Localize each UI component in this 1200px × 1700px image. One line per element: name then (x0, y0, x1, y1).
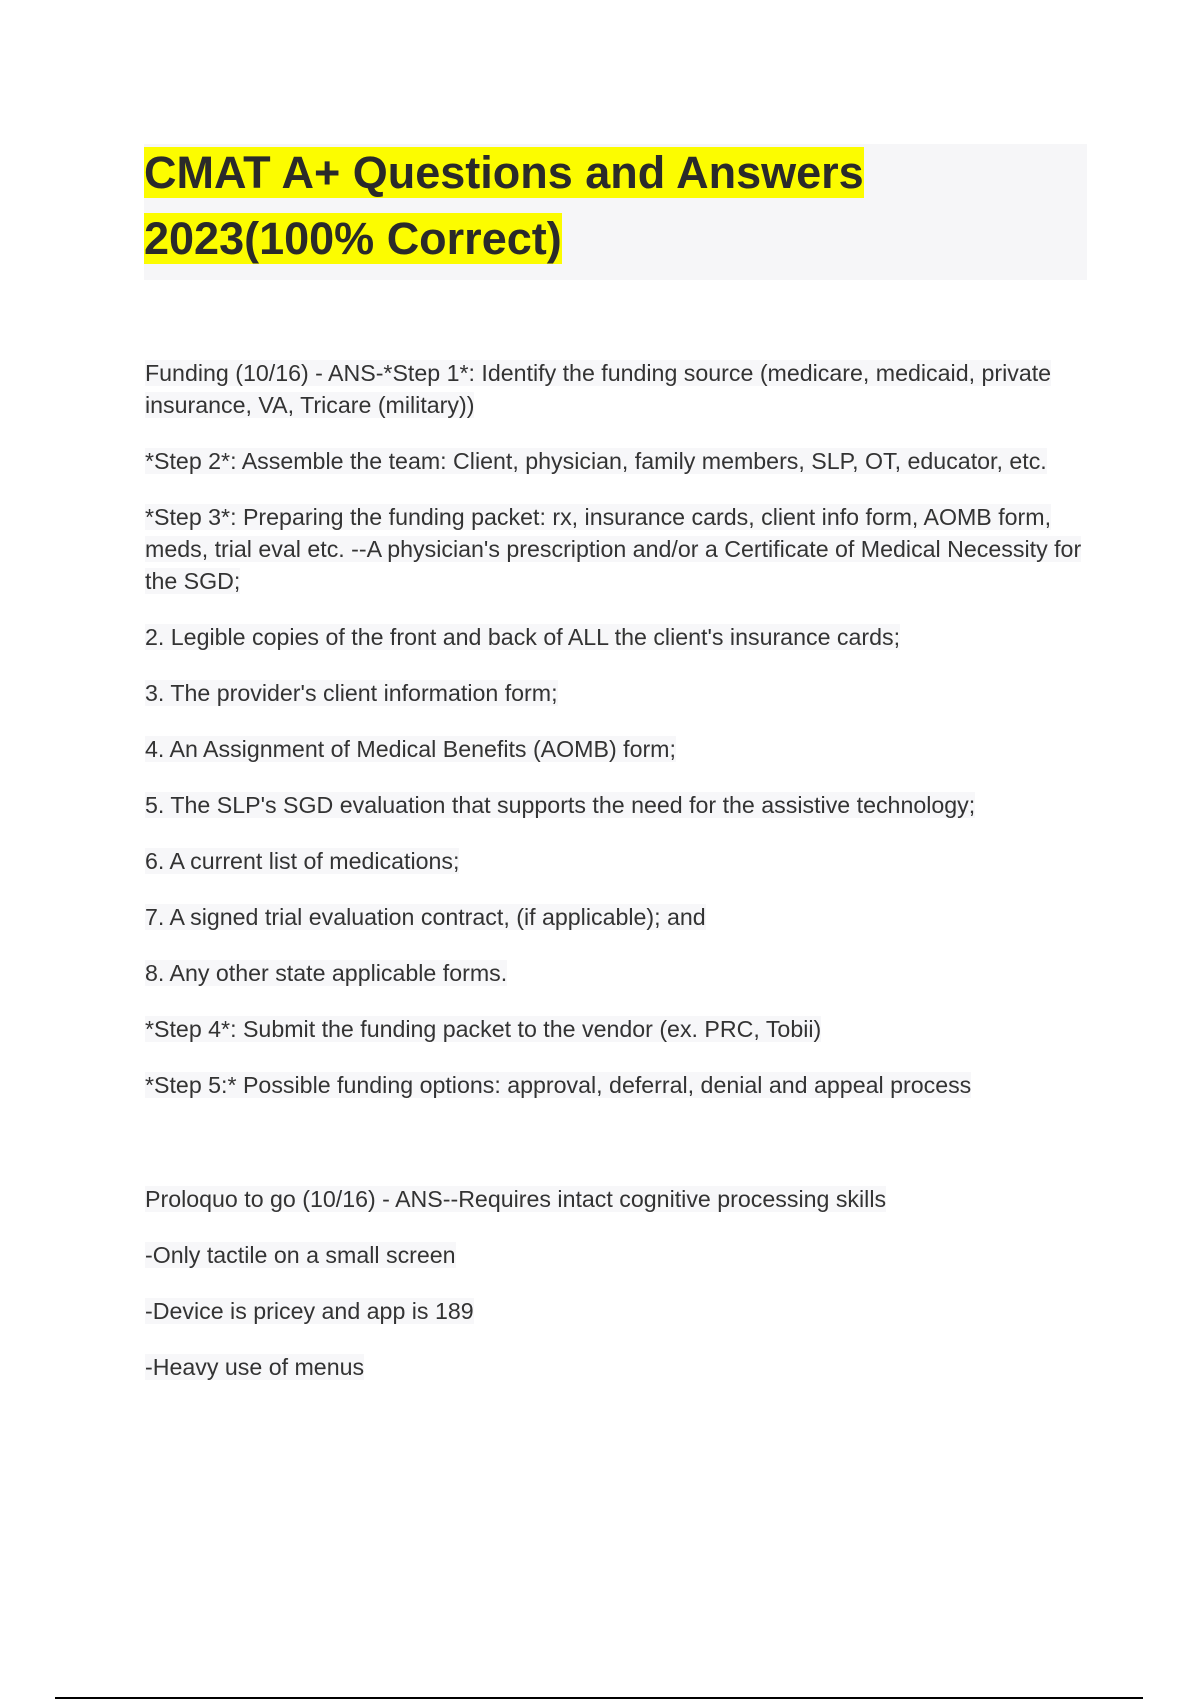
paragraph: 3. The provider's client information form; (145, 680, 558, 706)
document-body (145, 357, 1090, 1407)
paragraph: *Step 4*: Submit the funding packet to the vendor (ex. PRC, Tobii) (145, 1016, 822, 1042)
paragraph: 5. The SLP's SGD evaluation that supports the need for the assistive technology; (145, 792, 976, 818)
document-title (144, 140, 1087, 272)
paragraph: *Step 5:* Possible funding options: approval, deferral, denial and appeal process (145, 1072, 972, 1098)
paragraph: Funding (10/16) - ANS-*Step 1*: Identify the funding source (medicare, medicaid, private insurance, VA, Tricare (military)) (145, 360, 1052, 418)
qa-funding (145, 357, 1090, 1101)
paragraph: -Only tactile on a small screen (145, 1242, 456, 1268)
title-line-2: 2023(100% Correct) (144, 213, 562, 264)
qa-proloquo (145, 1183, 1090, 1383)
paragraph: 4. An Assignment of Medical Benefits (AOMB) form; (145, 736, 676, 762)
paragraph: 2. Legible copies of the front and back of ALL the client's insurance cards; (145, 624, 901, 650)
paragraph: *Step 3*: Preparing the funding packet: rx, insurance cards, client info form, AOMB form, meds, trial eval etc. --A physician's prescription and/or a Certificate of Medical Necessity for the SGD; (145, 504, 1082, 594)
title-line-1: CMAT A+ Questions and Answers (144, 147, 864, 198)
page-bottom-divider (55, 1697, 1143, 1699)
paragraph: 7. A signed trial evaluation contract, (if applicable); and (145, 904, 706, 930)
paragraph: 6. A current list of medications; (145, 848, 460, 874)
section-spacer (145, 1125, 1090, 1183)
paragraph: Proloquo to go (10/16) - ANS--Requires intact cognitive processing skills (145, 1186, 887, 1212)
paragraph: *Step 2*: Assemble the team: Client, physician, family members, SLP, OT, educator, etc. (145, 448, 1047, 474)
paragraph: -Heavy use of menus (145, 1354, 365, 1380)
paragraph: 8. Any other state applicable forms. (145, 960, 508, 986)
paragraph: -Device is pricey and app is 189 (145, 1298, 474, 1324)
